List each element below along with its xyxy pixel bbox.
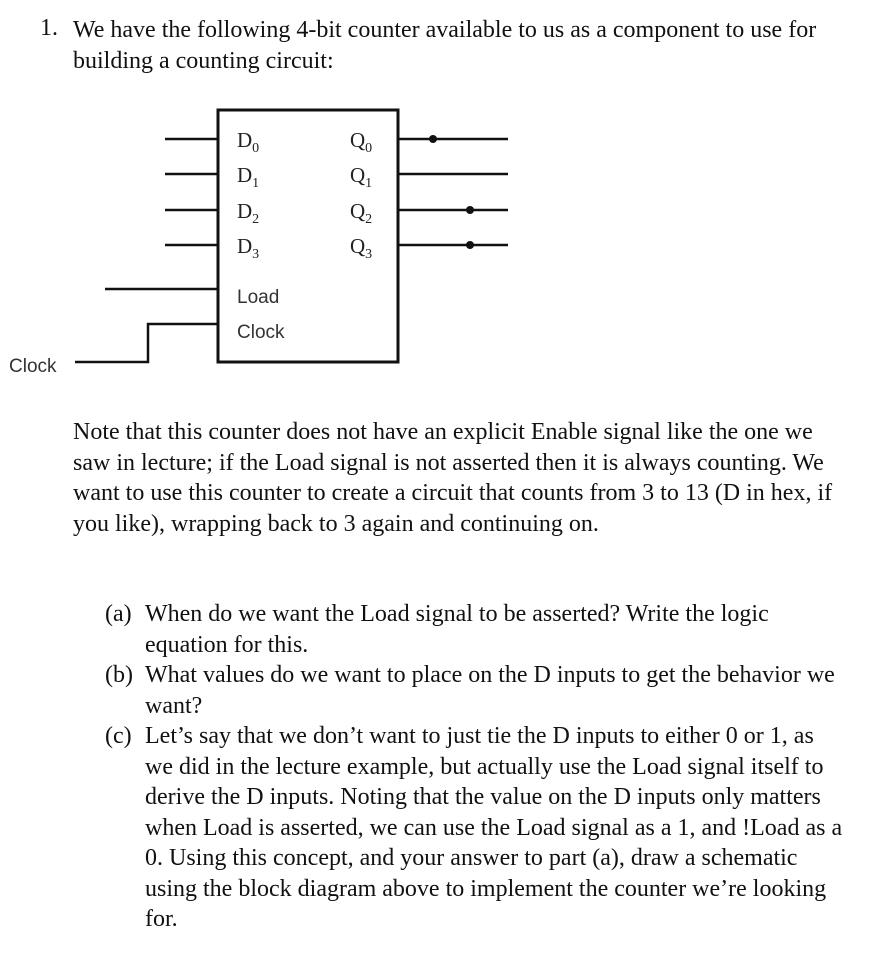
output-wires [398,139,508,245]
note-paragraph: Note that this counter does not have an explicit Enable signal like the one we saw in lecture; if the Load signal is not asserted then it is always counting. We want to use this counter to create a circuit that counts from 3 to 13 (D in hex, if you like), wrapping back to 3 again and continuing on. [73,419,833,537]
part-a-label: (a) [105,601,132,627]
clock-input-label: Clock [9,356,57,377]
part-a [105,599,845,660]
input-label-d1: $D_1$ [237,163,260,191]
question-intro: We have the following 4-bit counter available to us as a component to use for building a counting circuit: [73,17,817,74]
input-label-d0: $D_0$ [237,128,260,156]
load-label: Load [237,287,280,308]
part-b-label: (b) [105,662,133,688]
question-number: 1. [40,15,58,41]
junction-q2 [466,206,474,214]
output-label-q1: $Q_1$ [350,163,373,191]
output-label-q0: $Q_0$ [350,128,373,156]
part-b-text: What values do we want to place on the D inputs to get the behavior we want? [145,662,835,719]
part-b [105,660,845,721]
part-c-text: Let’s say that we don’t want to just tie the D inputs to either 0 or 1, as we did in the lecture example, but actually use the Load signal itself to derive the D inputs. Noting that the value on the D inputs only matters when Load is asserted, we can use the Load signal as a 1, and !Load as a 0. Using this concept, and your answer to part (a), draw a schematic using the block diagram above to implement the counter we’re looking for. [145,723,843,932]
wire-clock [75,324,218,362]
junction-q3 [466,241,474,249]
output-label-q2: $Q_2$ [350,199,373,227]
part-a-text: When do we want the Load signal to be asserted? Write the logic equation for this. [145,601,769,658]
input-wires [75,139,218,362]
input-label-d3: $D_3$ [237,234,260,262]
counter-block-diagram [0,100,891,400]
clock-label: Clock [237,322,285,343]
input-label-d2: $D_2$ [237,199,260,227]
question-parts [105,599,845,935]
part-c [105,721,845,935]
output-label-q3: $Q_3$ [350,234,373,262]
part-c-label: (c) [105,723,132,749]
junction-dots [429,135,474,249]
junction-q0 [429,135,437,143]
